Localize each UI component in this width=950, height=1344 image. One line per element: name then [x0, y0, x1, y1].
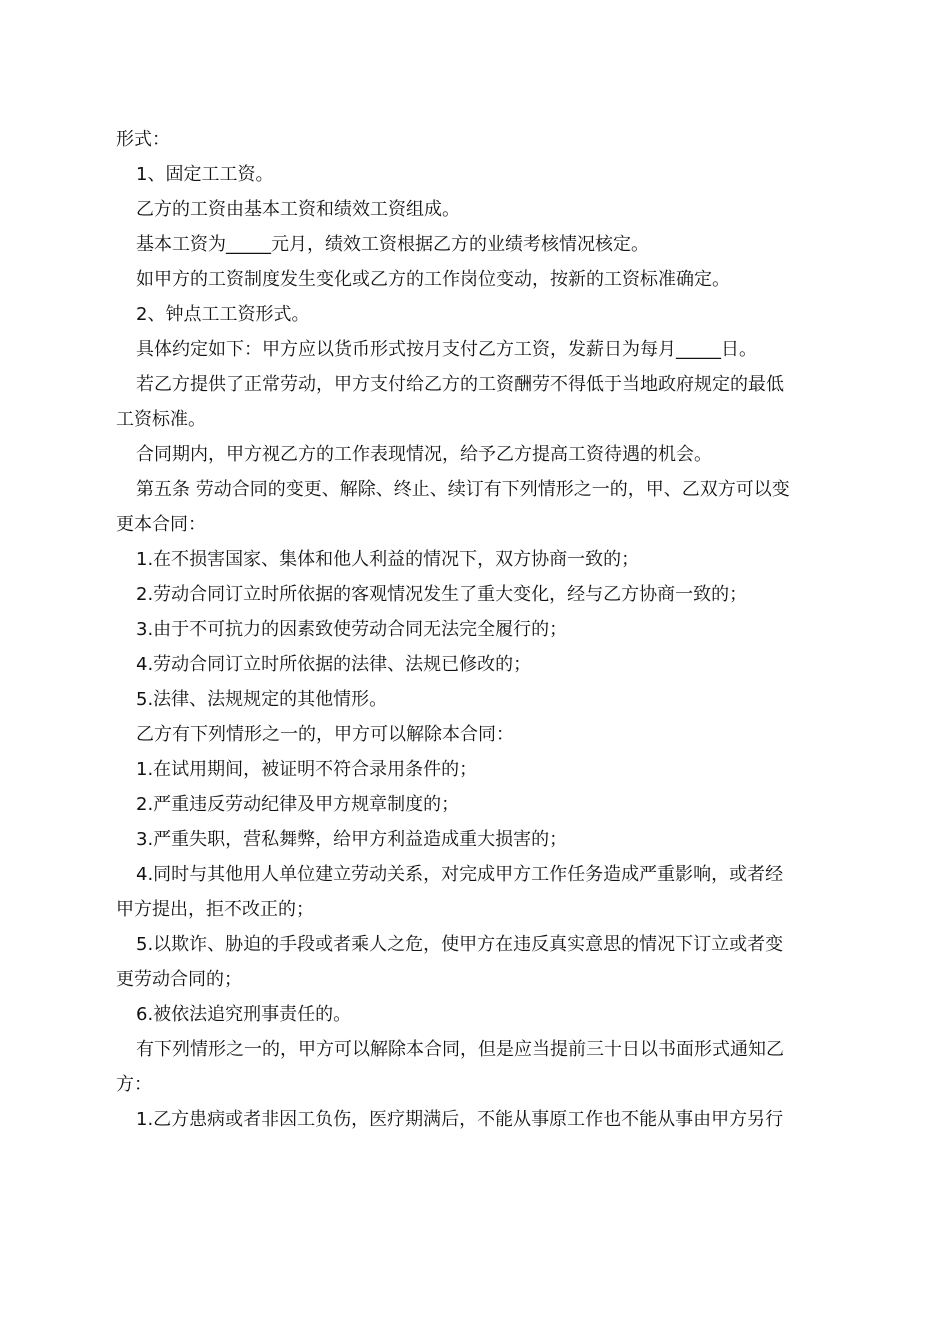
paragraph: 如甲方的工资制度发生变化或乙方的工作岗位变动，按新的工资标准确定。	[136, 269, 730, 290]
paragraph: 具体约定如下：甲方应以货币形式按月支付乙方工资，发薪日为每月_____日。	[136, 339, 757, 360]
paragraph: 乙方有下列情形之一的，甲方可以解除本合同：	[136, 724, 514, 745]
paragraph: 2、钟点工工资形式。	[136, 304, 310, 325]
paragraph: 甲方提出，拒不改正的；	[116, 899, 314, 920]
paragraph: 有下列情形之一的，甲方可以解除本合同，但是应当提前三十日以书面形式通知乙	[136, 1039, 784, 1060]
paragraph: 形式：	[116, 129, 170, 150]
paragraph: 第五条 劳动合同的变更、解除、终止、续订有下列情形之一的，甲、乙双方可以变	[136, 479, 790, 500]
document-body	[116, 122, 838, 1137]
paragraph: 1.在不损害国家、集体和他人利益的情况下，双方协商一致的；	[136, 549, 640, 570]
paragraph: 1、固定工工资。	[136, 164, 274, 185]
paragraph: 5.以欺诈、胁迫的手段或者乘人之危，使甲方在违反真实意思的情况下订立或者变	[136, 934, 784, 955]
paragraph: 6.被依法追究刑事责任的。	[136, 1004, 352, 1025]
paragraph: 方：	[116, 1074, 152, 1095]
paragraph: 5.法律、法规规定的其他情形。	[136, 689, 388, 710]
paragraph: 合同期内，甲方视乙方的工作表现情况，给予乙方提高工资待遇的机会。	[136, 444, 712, 465]
paragraph: 工资标准。	[116, 409, 206, 430]
paragraph: 2.严重违反劳动纪律及甲方规章制度的；	[136, 794, 460, 815]
paragraph: 1.乙方患病或者非因工负伤，医疗期满后，不能从事原工作也不能从事由甲方另行	[136, 1109, 784, 1130]
paragraph: 4.劳动合同订立时所依据的法律、法规已修改的；	[136, 654, 532, 675]
paragraph: 乙方的工资由基本工资和绩效工资组成。	[136, 199, 460, 220]
paragraph: 更本合同：	[116, 514, 206, 535]
paragraph: 基本工资为_____元月，绩效工资根据乙方的业绩考核情况核定。	[136, 234, 649, 255]
paragraph: 1.在试用期间，被证明不符合录用条件的；	[136, 759, 478, 780]
paragraph: 更劳动合同的；	[116, 969, 242, 990]
paragraph: 2.劳动合同订立时所依据的客观情况发生了重大变化，经与乙方协商一致的；	[136, 584, 748, 605]
paragraph: 若乙方提供了正常劳动，甲方支付给乙方的工资酬劳不得低于当地政府规定的最低	[136, 374, 784, 395]
paragraph: 4.同时与其他用人单位建立劳动关系，对完成甲方工作任务造成严重影响，或者经	[136, 864, 784, 885]
paragraph: 3.由于不可抗力的因素致使劳动合同无法完全履行的；	[136, 619, 568, 640]
paragraph: 3.严重失职，营私舞弊，给甲方利益造成重大损害的；	[136, 829, 568, 850]
